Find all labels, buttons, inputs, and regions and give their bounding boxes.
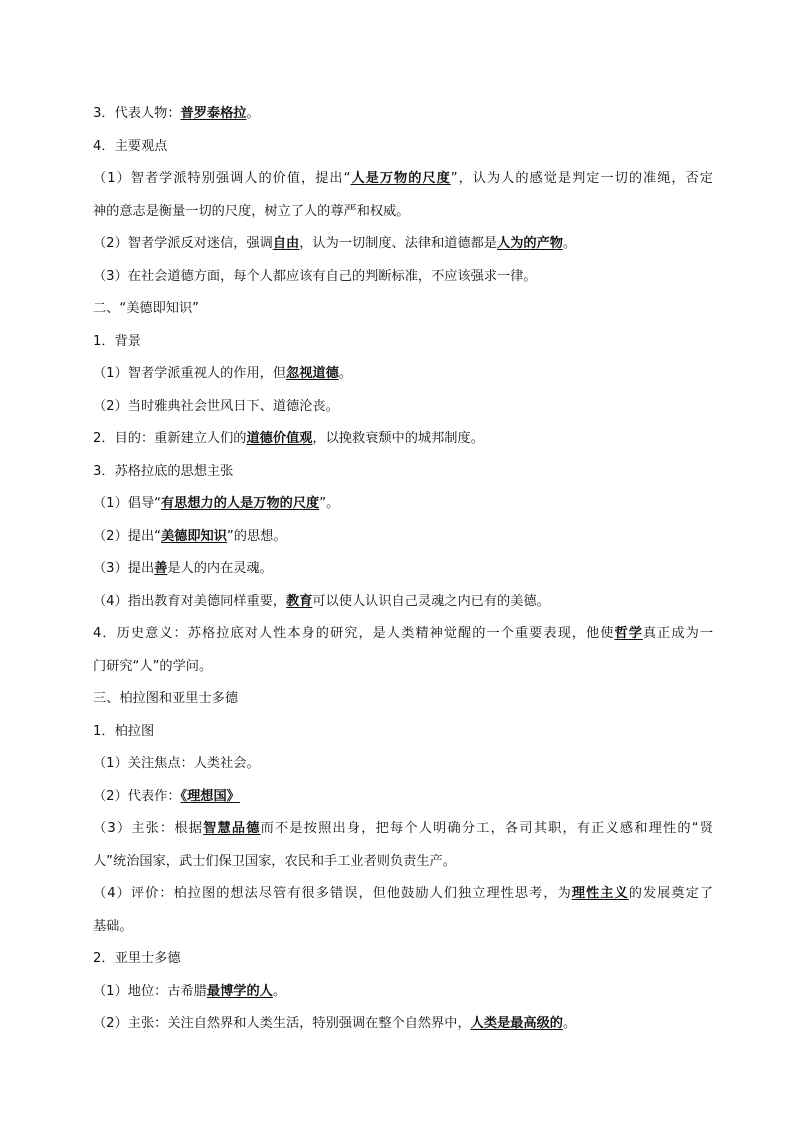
keyword-highlight: 普罗泰格拉 [180,106,247,121]
text-line-l15 [93,553,713,586]
text-line-l19 [93,683,713,716]
text-line-l26 [93,911,713,944]
text-line-l12 [93,456,713,489]
text-segment: 。 [562,1016,577,1031]
text-segment: （4）指出教育对美德同样重要， [93,593,287,609]
text-line-l18 [93,651,713,684]
text-segment: 3．苏格拉底的思想主张 [93,463,234,479]
text-line-l29 [93,1008,713,1041]
text-line-l24 [93,846,713,879]
keyword-highlight: 美德即知识 [160,528,227,544]
text-segment: （3）主张：根据 [93,821,204,836]
text-segment: 2．亚里士多德 [93,951,181,966]
text-segment: ，认为一切制度、法律和道德都是 [299,236,498,251]
text-line-l22 [93,781,713,814]
text-line-l17 [93,618,713,651]
text-segment: （1）智者学派特别强调人的价值，提出“ [93,171,351,186]
text-segment: 可以使人认识自己灵魂之内已有的美德。 [312,593,550,609]
keyword-highlight: 理性主义 [571,886,629,901]
text-line-l25 [93,878,713,911]
text-line-l05 [93,228,713,261]
text-line-l08 [93,326,713,359]
text-line-l01 [93,98,713,131]
text-line-l14 [93,521,713,554]
keyword-highlight: 智慧品德 [203,821,261,836]
text-segment: （2）主张：关注自然界和人类生活，特别强调在整个自然界中， [93,1016,471,1031]
text-line-l03 [93,163,713,196]
text-segment: ”。 [319,496,340,511]
keyword-highlight: 哲学 [614,626,643,641]
text-segment: 门研究“人”的学问。 [93,658,213,674]
text-line-l16 [93,586,713,619]
text-segment: （1）智者学派重视人的作用，但 [93,366,287,381]
text-line-l11 [93,423,713,456]
text-segment: （1）地位：古希腊 [93,983,207,999]
keyword-highlight: 人为的产物 [497,236,563,251]
text-segment: 人”统治国家，武士们保卫国家，农民和手工业者则负责生产。 [93,853,456,869]
keyword-highlight: 自由 [272,236,300,251]
text-segment: 4．主要观点 [93,138,168,154]
text-segment: ，以挽救衰颓中的城邦制度。 [312,431,484,446]
text-line-l21 [93,748,713,781]
text-segment: ”的思想。 [226,528,287,544]
text-line-l09 [93,358,713,391]
text-line-l07 [93,293,713,326]
keyword-highlight: 有思想力的人是万物的尺度 [160,496,320,511]
text-segment: 是人的内在灵魂。 [167,561,273,576]
text-segment: 的发展奠定了 [628,886,713,901]
text-line-l13 [93,488,713,521]
text-segment: （4）评价：柏拉图的想法尽管有很多错误，但他鼓励人们独立理性思考，为 [93,886,572,901]
text-segment: 1．背景 [93,333,141,349]
keyword-highlight: 善 [154,561,168,576]
text-segment: （1）倡导“ [93,496,161,511]
keyword-highlight: 忽视道德 [286,366,339,381]
text-segment: （2）当时雅典社会世风日下、道德沦丧。 [93,398,339,414]
keyword-highlight: 道德价值观 [246,431,313,446]
document-page [93,98,713,1041]
text-segment: （1）关注焦点：人类社会。 [93,756,260,771]
text-segment: （3）提出 [93,561,155,576]
text-line-l10 [93,391,713,424]
text-line-l23 [93,813,713,846]
text-segment: 二、“美德即知识” [93,301,199,316]
keyword-highlight: 人是万物的尺度 [350,171,451,186]
text-line-l20 [93,716,713,749]
keyword-highlight: 最博学的人 [206,983,273,999]
text-segment: 1．柏拉图 [93,723,155,739]
text-segment: （2）提出“ [93,528,161,544]
text-segment: 神的意志是衡量一切的尺度，树立了人的尊严和权威。 [93,203,410,219]
text-segment: 基础。 [93,918,133,934]
text-segment: 真正成为一 [642,626,713,641]
keyword-highlight: 人类是最高级的 [470,1016,563,1031]
text-segment: 2．目的：重新建立人们的 [93,431,247,446]
text-line-l06 [93,261,713,294]
text-segment: ”，认为人的感觉是判定一切的准绳，否定 [450,171,713,186]
text-segment: （2）代表作： [93,788,181,804]
text-segment: （2）智者学派反对迷信，强调 [93,236,273,251]
text-segment: 。 [338,366,352,381]
text-segment: 。 [272,983,287,999]
text-segment: 。 [246,106,260,121]
text-segment: （3）在社会道德方面，每个人都应该有自己的判断标准，不应该强求一律。 [93,268,537,284]
text-segment: 三、柏拉图和亚里士多德 [93,691,239,706]
text-segment: 4．历史意义：苏格拉底对人性本身的研究，是人类精神觉醒的一个重要表现，他使 [93,626,615,641]
text-line-l04 [93,196,713,229]
keyword-highlight: 教育 [286,593,313,609]
text-segment: 。 [562,236,577,251]
text-line-l02 [93,131,713,164]
keyword-highlight: 《理想国》 [180,788,240,804]
text-line-l27 [93,943,713,976]
text-line-l28 [93,976,713,1009]
text-segment: 3．代表人物： [93,106,181,121]
text-segment: 而不是按照出身，把每个人明确分工，各司其职，有正义感和理性的“贤 [260,821,713,836]
